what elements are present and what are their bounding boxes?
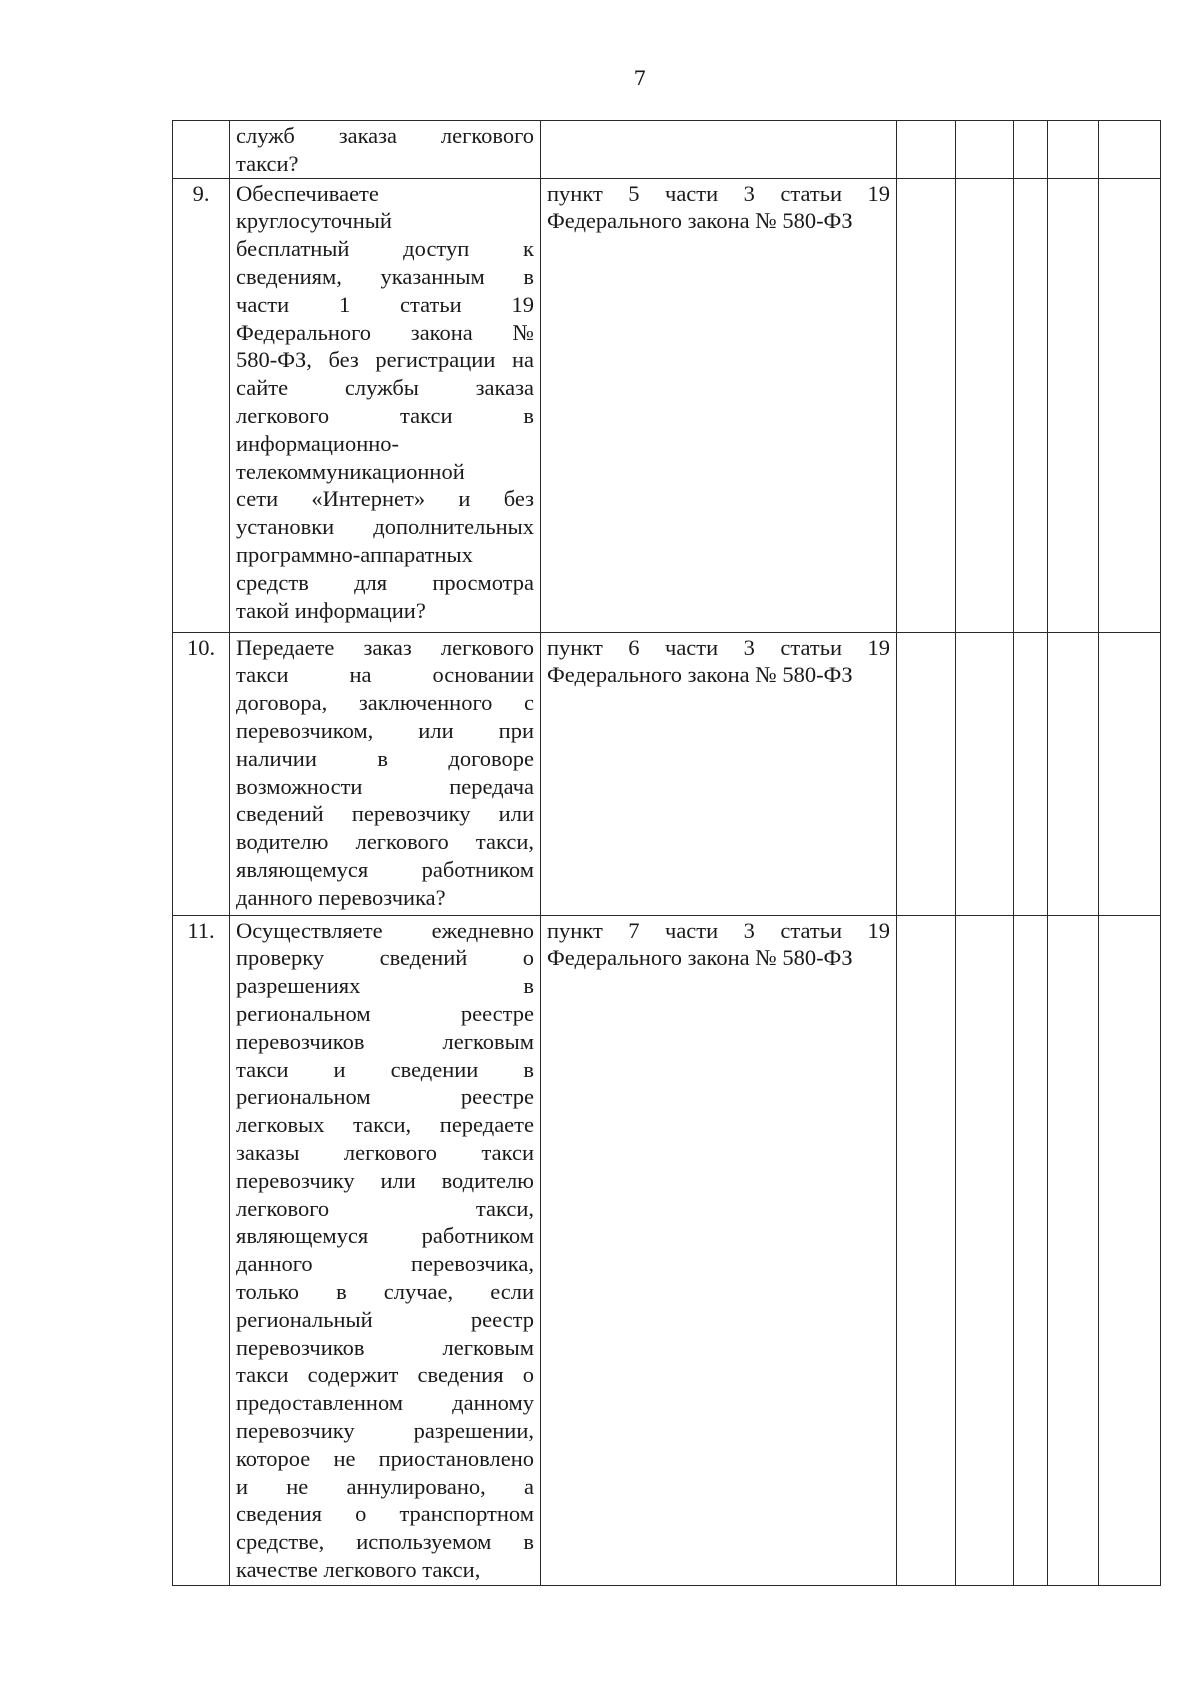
question-text-line: заказы легкового такси	[236, 1139, 534, 1165]
answer-cell	[956, 178, 1014, 632]
question-cell	[230, 178, 541, 632]
question-text-line: данного перевозчика?	[236, 884, 446, 910]
question-cell	[230, 915, 541, 1585]
question-text-line: являющемуся работником	[236, 856, 534, 882]
question-text-line: легковых такси, передаете	[236, 1112, 534, 1138]
question-text-line: Осуществляете ежедневно	[236, 917, 534, 943]
question-text-line: региональном реестре	[236, 1000, 534, 1026]
question-text-line: наличии в договоре	[236, 745, 534, 771]
checklist-table	[172, 120, 1161, 1586]
answer-cell	[956, 121, 1014, 179]
question-text-line: водителю легкового такси,	[236, 829, 534, 855]
question-text-line: сети «Интернет» и без	[236, 486, 534, 512]
question-text-line: такси содержит сведения о	[236, 1362, 534, 1388]
question-text-line: перевозчику или водителю	[236, 1167, 534, 1193]
question-text-line: сведения о транспортном	[236, 1501, 534, 1527]
legal-reference-line: Федерального закона № 580-ФЗ	[547, 662, 853, 688]
checklist-table-body	[173, 121, 1161, 1586]
question-text-line: региональном реестре	[236, 1084, 534, 1110]
question-text-line: установки дополнительных	[236, 514, 534, 540]
table-row	[173, 632, 1161, 915]
page-number: 7	[633, 66, 647, 90]
answer-cell	[1099, 632, 1161, 915]
answer-cell	[1099, 915, 1161, 1585]
question-text-line: возможности передача	[236, 773, 534, 799]
legal-reference-cell	[541, 915, 897, 1585]
question-cell	[230, 632, 541, 915]
question-text-line: перевозчику разрешении,	[236, 1417, 534, 1443]
legal-reference-cell	[541, 178, 897, 632]
question-cell	[230, 121, 541, 179]
question-text-line: Передаете заказ легкового	[236, 634, 534, 660]
question-text-line: такси?	[236, 150, 299, 176]
answer-cell	[1048, 178, 1099, 632]
question-text-line: части 1 статьи 19	[236, 291, 534, 317]
row-number: 10.	[173, 632, 230, 915]
question-text-line: являющемуся работником	[236, 1223, 534, 1249]
question-text-line: бесплатный доступ к	[236, 236, 534, 262]
answer-cell	[897, 915, 956, 1585]
question-text-line: и не аннулировано, а	[236, 1473, 534, 1499]
question-text-line: легкового такси,	[236, 1195, 534, 1221]
question-text-line: разрешениях в	[236, 973, 534, 999]
row-number	[173, 121, 230, 179]
answer-cell	[1048, 632, 1099, 915]
question-text-line: такси и сведении в	[236, 1056, 534, 1082]
row-number: 11.	[173, 915, 230, 1585]
answer-cell	[897, 178, 956, 632]
answer-cell	[1099, 178, 1161, 632]
legal-reference-cell	[541, 632, 897, 915]
answer-cell	[1014, 121, 1048, 179]
answer-cell	[1014, 915, 1048, 1585]
question-text-line: договора, заключенного с	[236, 690, 534, 716]
question-text-line: сведений перевозчику или	[236, 801, 534, 827]
question-text-line: такси на основании	[236, 662, 534, 688]
answer-cell	[1048, 915, 1099, 1585]
question-text-line: такой информации?	[236, 597, 426, 623]
table-row	[173, 915, 1161, 1585]
legal-reference-line: Федерального закона № 580-ФЗ	[547, 945, 853, 971]
question-text-line: средств для просмотра	[236, 569, 534, 595]
question-text-line: сведениям, указанным в	[236, 263, 534, 289]
answer-cell	[897, 121, 956, 179]
answer-cell	[1099, 121, 1161, 179]
question-text-line: Федерального закона №	[236, 319, 534, 345]
question-text-line: региональный реестр	[236, 1306, 534, 1332]
legal-reference-line: пункт 6 части 3 статьи 19	[547, 634, 890, 660]
answer-cell	[897, 632, 956, 915]
question-text-line: легкового такси в	[236, 402, 534, 428]
question-text-line: Обеспечиваете	[236, 180, 379, 206]
question-text-line: круглосуточный	[236, 208, 392, 234]
question-text-line: перевозчиков легковым	[236, 1028, 534, 1054]
question-text-line: программно-аппаратных	[236, 541, 473, 567]
question-text-line: только в случае, если	[236, 1278, 534, 1304]
row-number: 9.	[173, 178, 230, 632]
question-text-line: информационно-	[236, 430, 400, 456]
question-text-line: проверку сведений о	[236, 945, 534, 971]
question-text-line: средстве, используемом в	[236, 1529, 534, 1555]
question-text-line: качестве легкового такси,	[236, 1556, 481, 1582]
legal-reference-line: Федерального закона № 580-ФЗ	[547, 208, 853, 234]
question-text-line: предоставленном данному	[236, 1390, 534, 1416]
answer-cell	[1014, 178, 1048, 632]
answer-cell	[1048, 121, 1099, 179]
answer-cell	[956, 915, 1014, 1585]
legal-reference-line: пункт 5 части 3 статьи 19	[547, 180, 890, 206]
table-row	[173, 121, 1161, 179]
question-text-line: данного перевозчика,	[236, 1251, 534, 1277]
legal-reference-cell	[541, 121, 897, 179]
question-text-line: сайте службы заказа	[236, 375, 534, 401]
question-text-line: которое не приостановлено	[236, 1445, 534, 1471]
question-text-line: телекоммуникационной	[236, 458, 465, 484]
question-text-line: служб заказа легкового	[236, 123, 534, 148]
table-row	[173, 178, 1161, 632]
answer-cell	[956, 632, 1014, 915]
legal-reference-line: пункт 7 части 3 статьи 19	[547, 917, 890, 943]
question-text-line: 580-ФЗ, без регистрации на	[236, 347, 534, 373]
question-text-line: перевозчиком, или при	[236, 717, 534, 743]
answer-cell	[1014, 632, 1048, 915]
question-text-line: перевозчиков легковым	[236, 1334, 534, 1360]
